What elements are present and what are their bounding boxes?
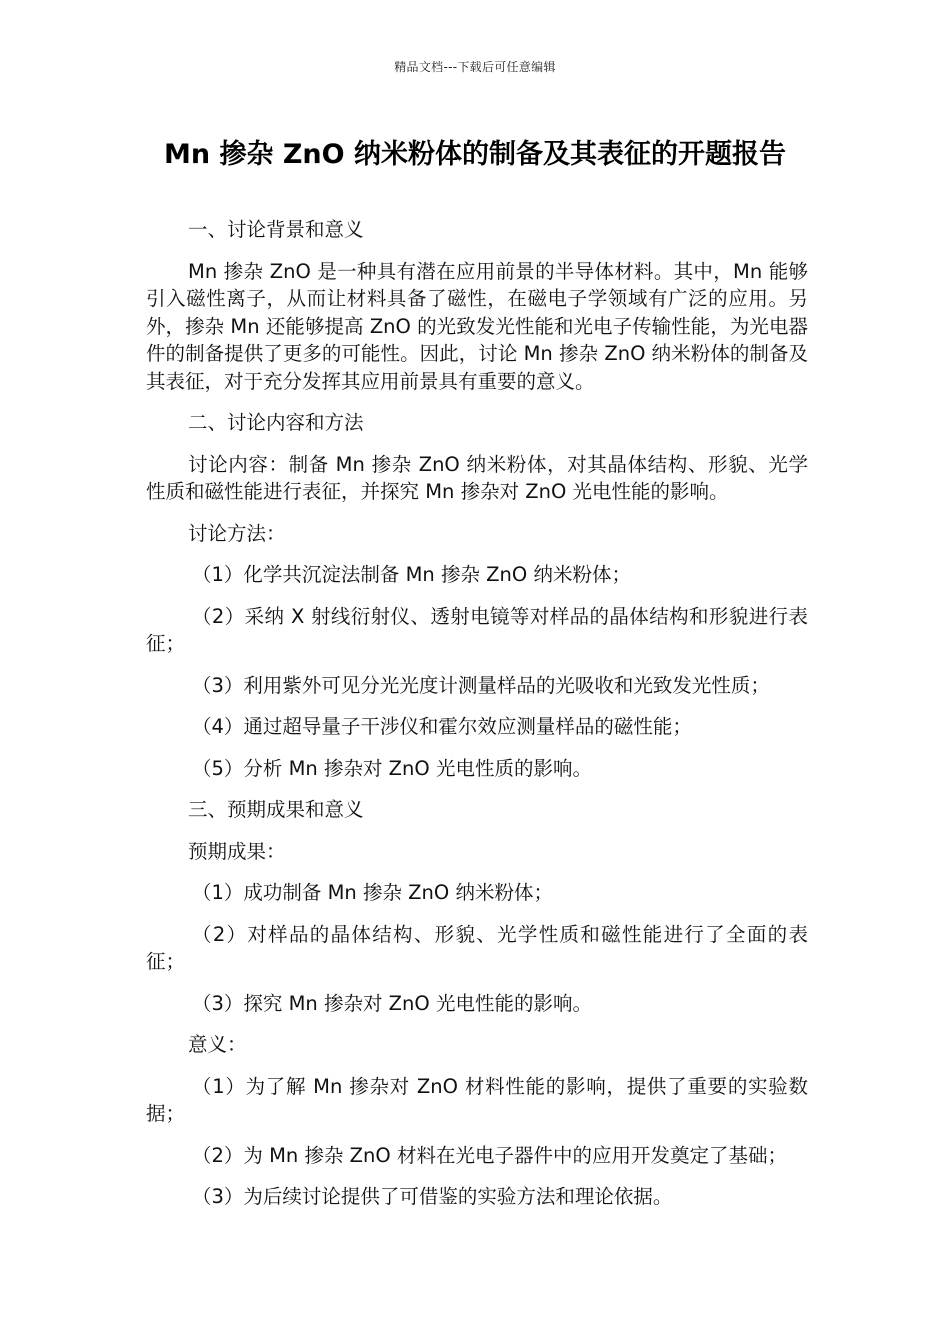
header-note: 精品文档---下载后可任意编辑	[394, 60, 556, 74]
subheading: 讨论方法：	[188, 521, 286, 545]
section-heading: 二、讨论内容和方法	[188, 411, 364, 434]
list-item: （1）成功制备 Mn 掺杂 ZnO 纳米粉体；	[192, 881, 553, 904]
subheading: 预期成果：	[188, 839, 286, 863]
list-item: （5）分析 Mn 掺杂对 ZnO 光电性质的影响。	[192, 756, 592, 780]
paragraph: Mn 掺杂 ZnO 是一种具有潜在应用前景的半导体材料。其中，Mn 能够引入磁性离子，从而让材料具备了磁性，在磁电子学领域有广泛的应用。另外，掺杂 Mn 还能够提高 ZnO 的光致发光性能和光电子传输性能，为光电器件的制备提供了更多的可能性。因此，讨论 Mn 掺杂 ZnO 纳米粉体的制备及其表征，对于充分发挥其应用前景具有重要的意义。	[146, 259, 808, 393]
list-item: （3）探究 Mn 掺杂对 ZnO 光电性能的影响。	[192, 991, 592, 1015]
document-body	[146, 216, 808, 1225]
list-item: （1）化学共沉淀法制备 Mn 掺杂 ZnO 纳米粉体；	[192, 563, 631, 586]
list-item: （3）为后续讨论提供了可借鉴的实验方法和理论依据。	[192, 1185, 673, 1208]
paragraph: 讨论内容：制备 Mn 掺杂 ZnO 纳米粉体，对其晶体结构、形貌、光学性质和磁性能进行表征，并探究 Mn 掺杂对 ZnO 光电性能的影响。	[146, 452, 808, 503]
section-heading: 一、讨论背景和意义	[188, 218, 364, 241]
subheading: 意义：	[188, 1033, 247, 1056]
document-title: Mn 掺杂 ZnO 纳米粉体的制备及其表征的开题报告	[163, 139, 787, 170]
list-item: （2）为 Mn 掺杂 ZnO 材料在光电子器件中的应用开发奠定了基础；	[192, 1143, 787, 1167]
list-item: （2）采纳 X 射线衍射仪、透射电镜等对样品的晶体结构和形貌进行表征；	[146, 604, 808, 655]
list-item: （3）利用紫外可见分光光度计测量样品的光吸收和光致发光性质；	[192, 673, 770, 697]
list-item: （1）为了解 Mn 掺杂对 ZnO 材料性能的影响，提供了重要的实验数据；	[146, 1074, 808, 1125]
list-item: （2）对样品的晶体结构、形貌、光学性质和磁性能进行了全面的表征；	[146, 922, 808, 973]
list-item: （4）通过超导量子干涉仪和霍尔效应测量样品的磁性能；	[192, 715, 692, 738]
section-heading: 三、预期成果和意义	[188, 798, 364, 821]
